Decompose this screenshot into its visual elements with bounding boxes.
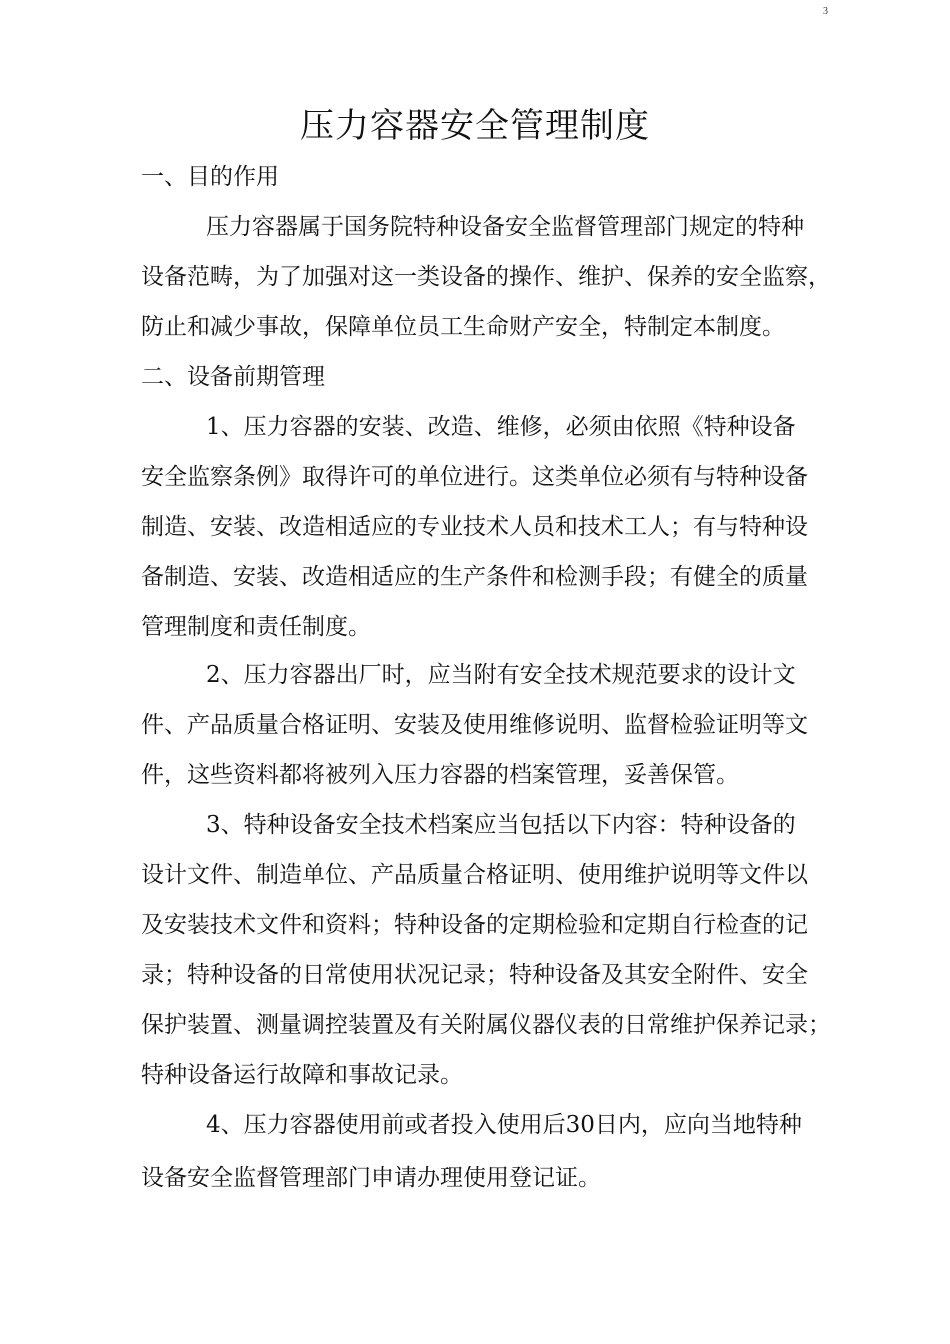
- paragraph-line: 设计文件、制造单位、产品质量合格证明、使用维护说明等文件以: [141, 862, 808, 888]
- paragraph-line: 录；特种设备的日常使用状况记录；特种设备及其安全附件、安全: [141, 962, 808, 988]
- paragraph-line: 保护装置、测量调控装置及有关附属仪器仪表的日常维护保养记录；: [141, 1012, 831, 1038]
- paragraph-line: 3、特种设备安全技术档案应当包括以下内容：特种设备的: [206, 812, 796, 838]
- paragraph-line: 特种设备运行故障和事故记录。: [141, 1062, 463, 1088]
- paragraph-line: 1、压力容器的安装、改造、维修，必须由依照《特种设备: [206, 414, 796, 440]
- paragraph-line: 4、压力容器使用前或者投入使用后30日内，应向当地特种: [206, 1112, 802, 1138]
- paragraph-line: 备制造、安装、改造相适应的生产条件和检测手段；有健全的质量: [141, 564, 808, 590]
- paragraph-line: 设备安全监督管理部门申请办理使用登记证。: [141, 1165, 601, 1191]
- paragraph-line: 安全监察条例》取得许可的单位进行。这类单位必须有与特种设备: [141, 464, 808, 490]
- section-heading-preliminary-management: 二、设备前期管理: [141, 364, 325, 390]
- paragraph-line: 压力容器属于国务院特种设备安全监督管理部门规定的特种: [206, 214, 804, 240]
- paragraph-line: 防止和减少事故，保障单位员工生命财产安全，特制定本制度。: [141, 314, 785, 340]
- page-number: 3: [823, 6, 828, 17]
- paragraph-line: 制造、安装、改造相适应的专业技术人员和技术工人；有与特种设: [141, 514, 808, 540]
- section-heading-purpose: 一、目的作用: [141, 164, 279, 190]
- document-title: 压力容器安全管理制度: [300, 106, 650, 146]
- paragraph-line: 件，这些资料都将被列入压力容器的档案管理，妥善保管。: [141, 762, 739, 788]
- paragraph-line: 管理制度和责任制度。: [141, 614, 371, 640]
- paragraph-line: 2、压力容器出厂时，应当附有安全技术规范要求的设计文: [206, 662, 796, 688]
- paragraph-line: 及安装技术文件和资料；特种设备的定期检验和定期自行检查的记: [141, 912, 808, 938]
- paragraph-line: 设备范畴，为了加强对这一类设备的操作、维护、保养的安全监察，: [141, 264, 831, 290]
- paragraph-line: 件、产品质量合格证明、安装及使用维修说明、监督检验证明等文: [141, 712, 808, 738]
